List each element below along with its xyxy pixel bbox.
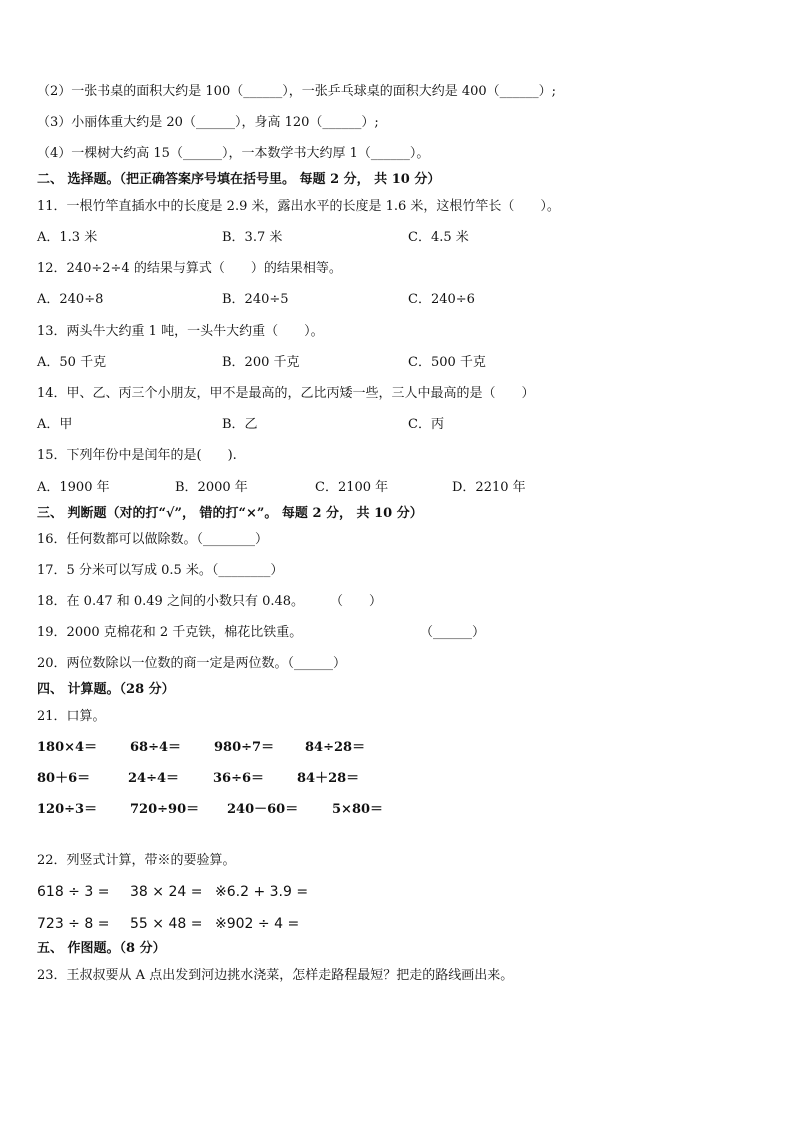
oral-calc-item: 120÷3＝: [37, 802, 98, 817]
question-20-blank: （______）: [287, 656, 347, 671]
question-13-stem: 13．两头牛大约重 1 吨，一头牛大约重（ ）。: [37, 324, 324, 339]
fill-item-3: （3）小丽体重大约是 20（______），身高 120（______）;: [37, 115, 379, 130]
question-13-option-b: B．200 千克: [222, 355, 300, 370]
vertical-calc-item: 38 × 24 =: [130, 884, 203, 900]
vertical-calc-item: 55 × 48 =: [130, 916, 203, 932]
question-12-option-c: C．240÷6: [408, 292, 475, 307]
question-17-blank: （________）: [211, 563, 284, 578]
question-14-stem: 14．甲、乙、丙三个小朋友，甲不是最高的，乙比丙矮一些，三人中最高的是（ ）: [37, 386, 535, 401]
oral-calc-item: 240－60＝: [227, 802, 299, 817]
question-17: [37, 563, 283, 579]
section-title-drawing: 五、 作图题。（8 分）: [37, 941, 166, 956]
question-12-option-a: A．240÷8: [37, 292, 104, 307]
question-23-text: 23．王叔叔要从 A 点出发到河边挑水浇菜，怎样走路程最短？把走的路线画出来。: [37, 968, 514, 983]
section-title-choice: 二、 选择题。（把正确答案序号填在括号里。 每题 2 分， 共 10 分）: [37, 172, 441, 187]
vertical-calc-item: 618 ÷ 3 =: [37, 884, 110, 900]
section-title-judge: 三、 判断题（对的打“√”， 错的打“×”。 每题 2 分， 共 10 分）: [37, 506, 423, 521]
question-18-blank: （ ）: [330, 594, 383, 609]
oral-calc-item: 68÷4＝: [130, 740, 182, 755]
question-21-title: 21．口算。: [37, 709, 106, 724]
question-15-option-c: C．2100 年: [315, 480, 389, 495]
question-14-option-b: B．乙: [222, 417, 258, 432]
fill-item-4: （4）一棵树大约高 15（______），一本数学书大约厚 1（______）。: [37, 146, 430, 161]
question-15-option-d: D．2210 年: [452, 480, 526, 495]
question-19-blank: （______）: [420, 625, 486, 640]
oral-calc-item: 5×80＝: [332, 802, 384, 817]
vertical-calc-item: ※6.2 + 3.9 =: [215, 884, 309, 900]
question-12-stem: 12．240÷2÷4 的结果与算式（ ）的结果相等。: [37, 261, 342, 276]
question-16: [37, 532, 268, 548]
vertical-calc-item: 723 ÷ 8 =: [37, 916, 110, 932]
oral-calc-item: 980÷7＝: [214, 740, 275, 755]
question-14-option-a: A．甲: [37, 417, 73, 432]
question-11-stem: 11．一根竹竿直插水中的长度是 2.9 米，露出水平的长度是 1.6 米，这根竹竿长（ ）。: [37, 199, 560, 214]
question-22-title: 22．列竖式计算，带※的要验算。: [37, 853, 236, 868]
question-11-option-c: C．4.5 米: [408, 230, 469, 245]
question-16-stem: 16．任何数都可以做除数。: [37, 532, 197, 547]
oral-calc-item: 24÷4＝: [128, 771, 180, 786]
oral-calc-item: 84÷28＝: [305, 740, 366, 755]
question-20: [37, 656, 346, 672]
question-11-option-b: B．3.7 米: [222, 230, 283, 245]
oral-calc-item: 180×4＝: [37, 740, 98, 755]
vertical-calc-item: ※902 ÷ 4 =: [215, 916, 300, 932]
question-13-option-a: A．50 千克: [37, 355, 107, 370]
question-20-stem: 20．两位数除以一位数的商一定是两位数。: [37, 656, 288, 671]
question-16-blank: （________）: [196, 532, 269, 547]
question-15-option-a: A．1900 年: [37, 480, 110, 495]
oral-calc-item: 36÷6＝: [213, 771, 265, 786]
question-18-stem: 18．在 0.47 和 0.49 之间的小数只有 0.48。: [37, 594, 305, 609]
fill-item-2: （2）一张书桌的面积大约是 100（______），一张乒乓球桌的面积大约是 400（______）;: [37, 84, 557, 99]
question-13-option-c: C．500 千克: [408, 355, 486, 370]
oral-calc-item: 80＋6＝: [37, 771, 91, 786]
section-title-calc: 四、 计算题。（28 分）: [37, 682, 175, 697]
oral-calc-item: 84＋28＝: [297, 771, 360, 786]
question-17-stem: 17．5 分米可以写成 0.5 米。: [37, 563, 212, 578]
question-19-stem: 19．2000 克棉花和 2 千克铁，棉花比铁重。: [37, 625, 303, 640]
question-11-option-a: A．1.3 米: [37, 230, 98, 245]
question-12-option-b: B．240÷5: [222, 292, 289, 307]
question-15-option-b: B．2000 年: [175, 480, 248, 495]
question-15-stem: 15．下列年份中是闰年的是( ).: [37, 448, 237, 463]
question-14-option-c: C．丙: [408, 417, 444, 432]
oral-calc-item: 720÷90＝: [130, 802, 200, 817]
